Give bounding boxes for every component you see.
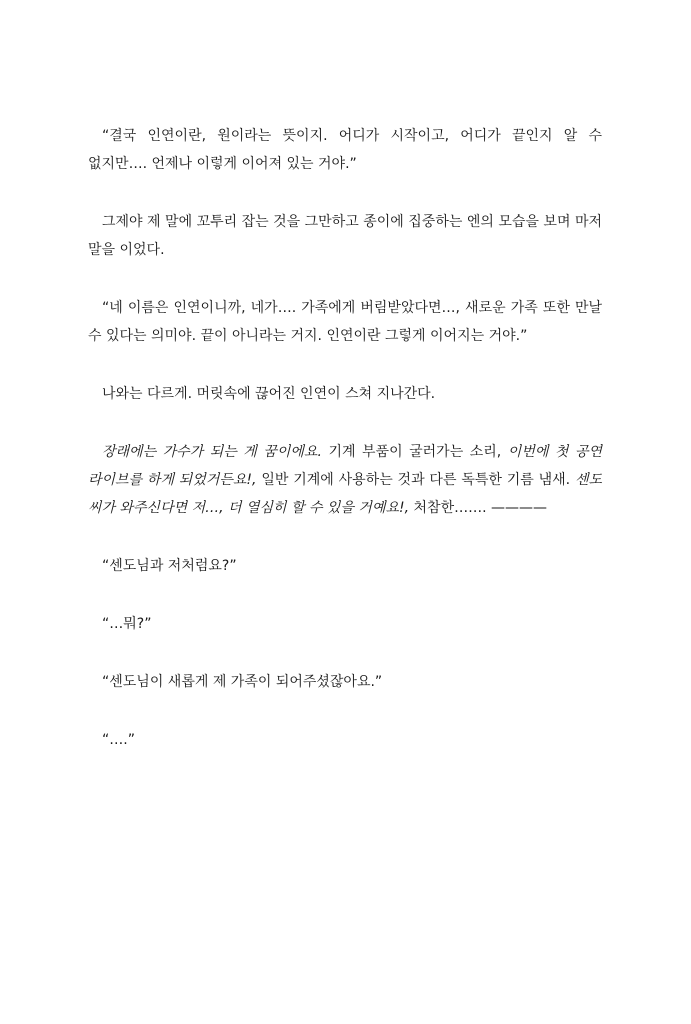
paragraph-9 [88, 726, 602, 754]
paragraph-9-text: “….” [102, 732, 135, 748]
paragraph-3 [88, 294, 602, 350]
paragraph-2-text: 그제야 제 말에 꼬투리 잡는 것을 그만하고 종이에 집중하는 엔의 모습을 보며 마저 말을 이었다. [88, 214, 602, 258]
paragraph-7-text: “…뭐?” [102, 616, 152, 632]
paragraph-1-text: “결국 인연이란, 원이라는 뜻이지. 어디가 시작이고, 어디가 끝인지 알 수 없지만…. 언제나 이렇게 이어져 있는 거야.” [88, 128, 602, 172]
paragraph-6-text: “센도님과 저처럼요?” [102, 558, 237, 574]
document-page [88, 122, 602, 784]
paragraph-5 [88, 438, 602, 522]
paragraph-5-text-2: 일반 기계에 사용하는 것과 다른 독특한 기름 냄새. [256, 472, 575, 488]
paragraph-4-text: 나와는 다르게. 머릿속에 끊어진 인연이 스쳐 지나간다. [102, 386, 436, 402]
paragraph-2 [88, 208, 602, 264]
paragraph-1 [88, 122, 602, 178]
paragraph-8 [88, 668, 602, 696]
paragraph-8-text: “센도님이 새롭게 제 가족이 되어주셨잖아요.” [102, 674, 383, 690]
paragraph-5-italic-2: 이번에 첫 공연 라이브를 하게 되었거든요!, [88, 444, 603, 488]
paragraph-5-italic-1: 장래에는 가수가 되는 게 꿈이에요. [102, 444, 322, 460]
paragraph-7 [88, 610, 602, 638]
paragraph-3-text: “네 이름은 인연이니까, 네가…. 가족에게 버림받았다면…, 새로운 가족 또한 만날 수 있다는 의미야. 끝이 아니라는 거지. 인연이란 그렇게 이어지는 거야.” [88, 300, 602, 344]
paragraph-6 [88, 552, 602, 580]
paragraph-5-text-3: 처참한……. ———— [409, 500, 548, 516]
paragraph-4 [88, 380, 602, 408]
paragraph-5-text-1: 기계 부품이 굴러가는 소리, [321, 444, 508, 460]
paragraph-5-italic-3: 센도 씨가 와주신다면 저…, 더 열심히 할 수 있을 거예요!, [88, 472, 602, 516]
